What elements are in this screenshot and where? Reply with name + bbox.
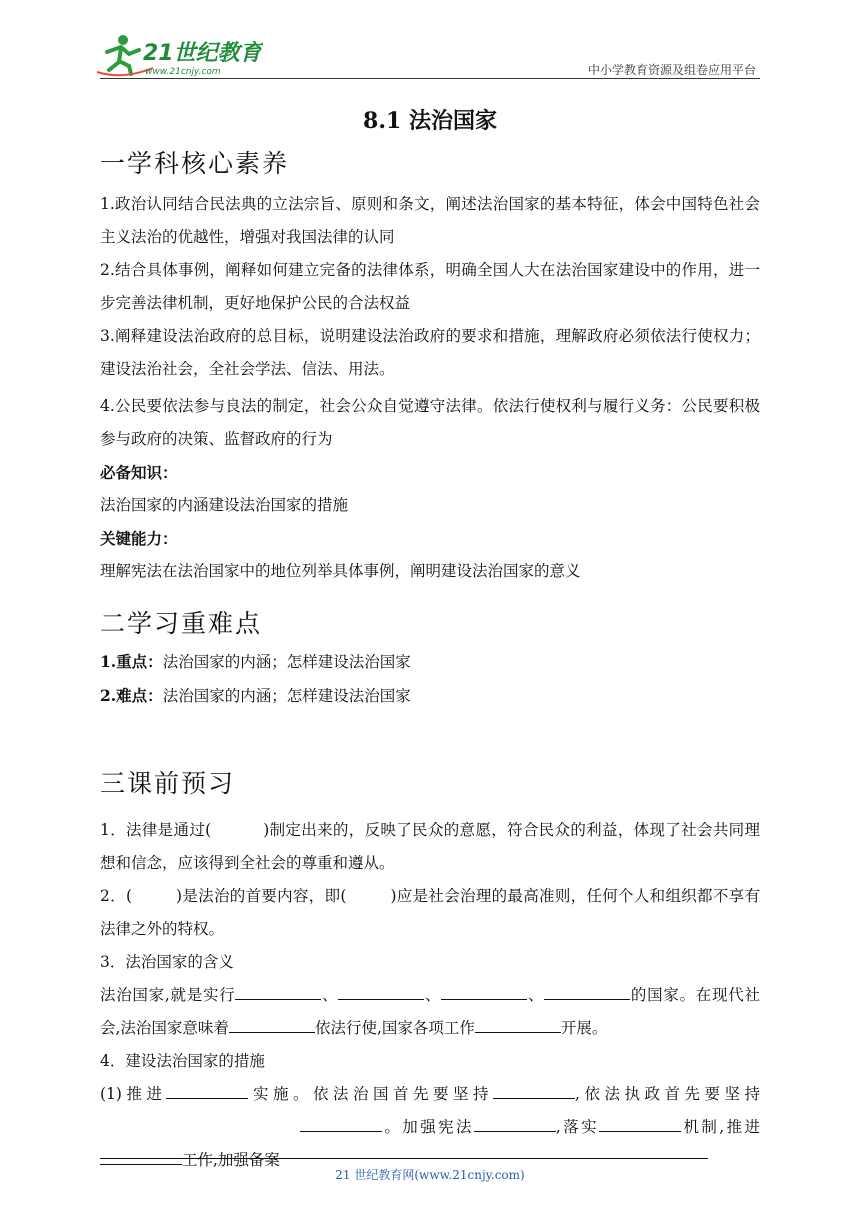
knowledge-label: 必备知识：	[100, 463, 178, 482]
platform-name: 中小学教育资源及组卷应用平台	[587, 63, 756, 77]
answer-blank[interactable]	[300, 1113, 382, 1132]
ability-text: 理解宪法在法治国家中的地位列举具体事例，阐明建设法治国家的意义	[100, 562, 581, 580]
answer-blank[interactable]	[100, 1146, 182, 1165]
list-item: 1.政治认同结合民法典的立法宗旨、原则和条文，阐述法治国家的基本特征，体会中国特色社会主义法治的优越性，增强对我国法律的认同	[100, 195, 760, 246]
question-4: (1)推进 实施。依法治国首先要坚持 ,依法执政首先要坚持。加强宪法 ,落实 机制,推进工作,加强备案	[100, 1078, 760, 1177]
section-heading-key-points: 二学习重难点	[100, 609, 263, 638]
answer-blank[interactable]	[474, 1113, 556, 1132]
key-text: 法治国家的内涵；怎样建设法治国家	[162, 653, 411, 671]
difficulty-text: 法治国家的内涵；怎样建设法治国家	[162, 687, 411, 705]
logo-url: www.21cnjy.com	[145, 67, 221, 77]
section-heading-preview: 三课前预习	[100, 769, 236, 798]
question-3: 法治国家,就是实行 、 、 、 的国家。在现代社会,法治国家意味着 依法行使,国家各项工作 开展。	[100, 979, 760, 1045]
answer-blank[interactable]	[599, 1113, 681, 1132]
answer-blank[interactable]	[166, 1080, 248, 1099]
core-literacy-list	[100, 188, 760, 588]
knowledge-text: 法治国家的内涵建设法治国家的措施	[100, 496, 349, 514]
key-label: 1.重点：	[100, 652, 163, 671]
question-4-title: 4．建设法治国家的措施	[100, 1052, 265, 1070]
answer-blank[interactable]	[493, 1080, 575, 1099]
list-item: 3.阐释建设法治政府的总目标，说明建设法治政府的要求和措施，理解政府必须依法行使权力；建设法治社会，全社会学法、信法、用法。	[100, 327, 760, 378]
answer-blank[interactable]	[229, 1014, 315, 1033]
answer-blank[interactable]	[338, 981, 424, 1000]
answer-blank[interactable]	[441, 981, 527, 1000]
page-title: 8.1 法治国家	[363, 108, 497, 134]
logo-text: 21世纪教育	[143, 41, 262, 66]
footer-divider	[100, 1158, 708, 1159]
list-item: 2.结合具体事例，阐释如何建立完备的法律体系，明确全国人大在法治国家建设中的作用，进一步完善法律机制，更好地保护公民的合法权益	[100, 261, 760, 312]
footer-link[interactable]: 21 世纪教育网(www.21cnjy.com)	[335, 1168, 525, 1182]
preview-questions	[100, 814, 760, 1177]
ability-label: 关键能力：	[100, 529, 178, 548]
question-2: 2．( )是法治的首要内容，即( )应是社会治理的最高准则，任何个人和组织都不享有法律之外的特权。	[100, 887, 760, 938]
difficulty-label: 2.难点：	[100, 686, 163, 705]
section-heading-core: 一学科核心素养	[100, 149, 290, 178]
question-3-title: 3．法治国家的含义	[100, 953, 234, 971]
question-1: 1．法律是通过( )制定出来的，反映了民众的意愿，符合民众的利益，体现了社会共同理想和信念，应该得到全社会的尊重和遵从。	[100, 821, 760, 872]
site-logo	[93, 30, 263, 80]
answer-blank[interactable]	[235, 981, 321, 1000]
header-divider	[100, 78, 760, 79]
key-points	[100, 645, 760, 713]
answer-blank[interactable]	[475, 1014, 561, 1033]
answer-blank[interactable]	[544, 981, 630, 1000]
list-item: 4.公民要依法参与良法的制定，社会公众自觉遵守法律。依法行使权利与履行义务：公民要积极参与政府的决策、监督政府的行为	[100, 397, 760, 448]
